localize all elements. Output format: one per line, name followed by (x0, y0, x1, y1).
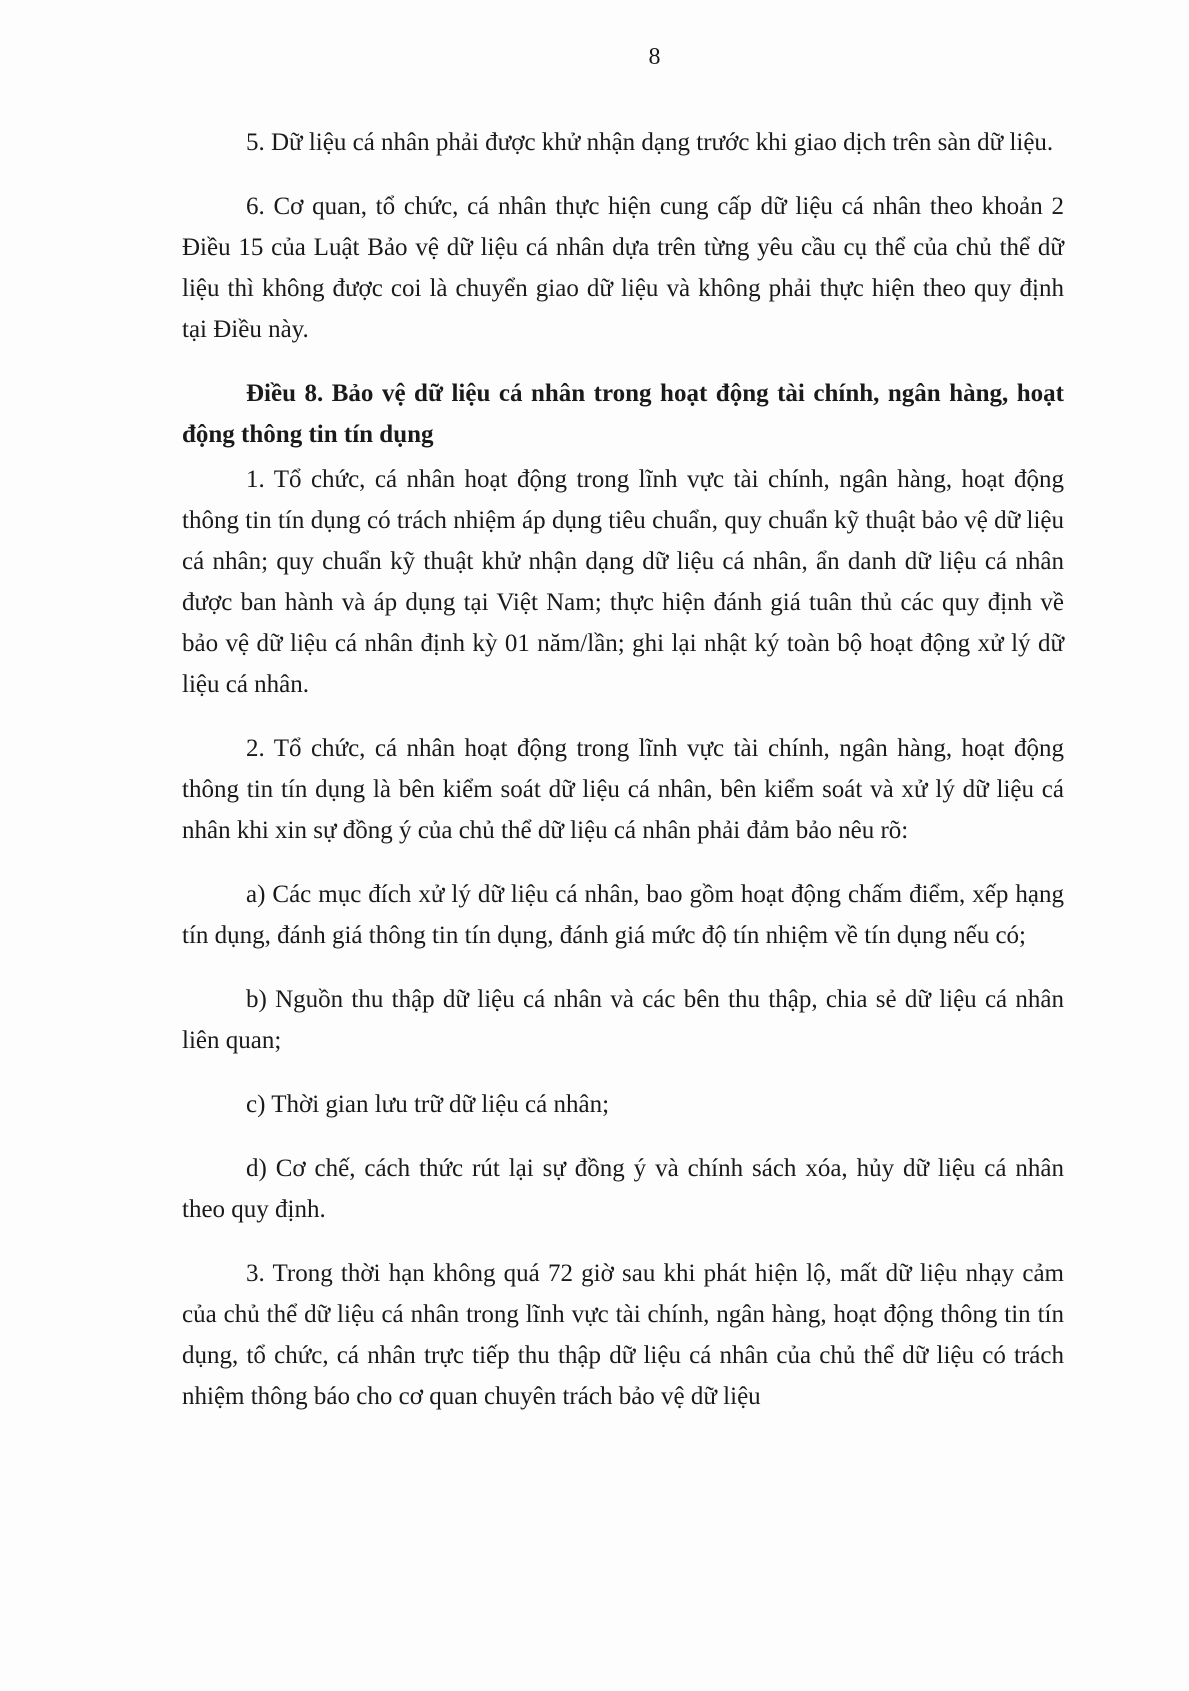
article-8-clause-2: 2. Tổ chức, cá nhân hoạt động trong lĩnh vực tài chính, ngân hàng, hoạt động thông tin tín dụng là bên kiểm soát dữ liệu cá nhân, bên kiểm soát và xử lý dữ liệu cá nhân khi xin sự đồng ý của chủ thể dữ liệu cá nhân phải đảm bảo nêu rõ: (182, 735, 1064, 844)
page-number: 8 (648, 44, 661, 70)
article-8-heading: Điều 8. Bảo vệ dữ liệu cá nhân trong hoạt động tài chính, ngân hàng, hoạt động thông tin tín dụng (182, 380, 1064, 448)
article-8-item-b: b) Nguồn thu thập dữ liệu cá nhân và các bên thu thập, chia sẻ dữ liệu cá nhân liên quan; (182, 986, 1064, 1054)
paragraph-clause-5: 5. Dữ liệu cá nhân phải được khử nhận dạng trước khi giao dịch trên sàn dữ liệu. (246, 129, 1054, 156)
article-8-clause-3: 3. Trong thời hạn không quá 72 giờ sau khi phát hiện lộ, mất dữ liệu nhạy cảm của chủ thể dữ liệu cá nhân trong lĩnh vực tài chính, ngân hàng, hoạt động thông tin tín dụng, tổ chức, cá nhân trực tiếp thu thập dữ liệu cá nhân của chủ thể dữ liệu có trách nhiệm thông báo cho cơ quan chuyên trách bảo vệ dữ liệu (182, 1260, 1064, 1410)
paragraph-clause-6: 6. Cơ quan, tổ chức, cá nhân thực hiện cung cấp dữ liệu cá nhân theo khoản 2 Điều 15 của Luật Bảo vệ dữ liệu cá nhân dựa trên từng yêu cầu cụ thể của chủ thể dữ liệu thì không được coi là chuyển giao dữ liệu và không phải thực hiện theo quy định tại Điều này. (182, 193, 1064, 343)
article-8-item-c: c) Thời gian lưu trữ dữ liệu cá nhân; (246, 1091, 610, 1118)
article-8-item-d: d) Cơ chế, cách thức rút lại sự đồng ý và chính sách xóa, hủy dữ liệu cá nhân theo quy định. (182, 1155, 1064, 1223)
article-8-item-a: a) Các mục đích xử lý dữ liệu cá nhân, bao gồm hoạt động chấm điểm, xếp hạng tín dụng, đánh giá thông tin tín dụng, đánh giá mức độ tín nhiệm về tín dụng nếu có; (182, 881, 1064, 949)
document-body (182, 122, 1064, 1440)
article-8-clause-1: 1. Tổ chức, cá nhân hoạt động trong lĩnh vực tài chính, ngân hàng, hoạt động thông tin tín dụng có trách nhiệm áp dụng tiêu chuẩn, quy chuẩn kỹ thuật bảo vệ dữ liệu cá nhân; quy chuẩn kỹ thuật khử nhận dạng dữ liệu cá nhân, ẩn danh dữ liệu cá nhân được ban hành và áp dụng tại Việt Nam; thực hiện đánh giá tuân thủ các quy định về bảo vệ dữ liệu cá nhân định kỳ 01 năm/lần; ghi lại nhật ký toàn bộ hoạt động xử lý dữ liệu cá nhân. (182, 466, 1064, 698)
